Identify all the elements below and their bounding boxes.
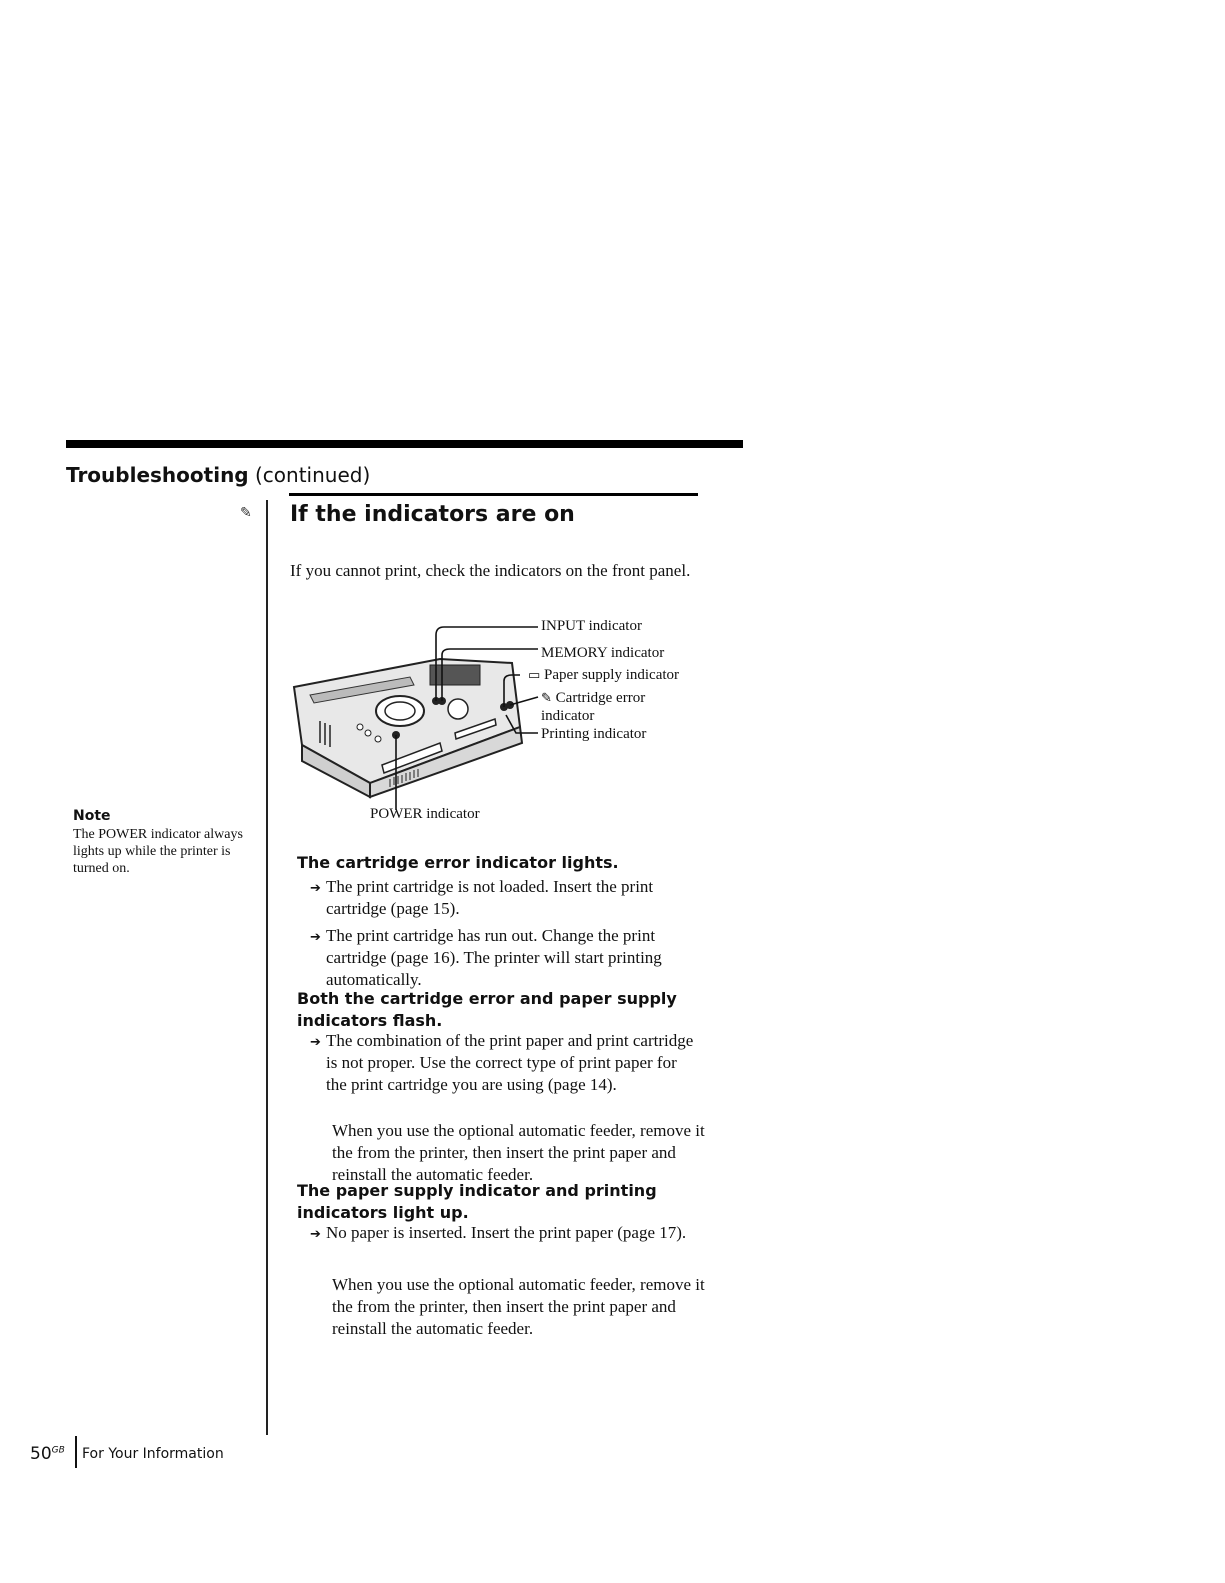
subheading-paper-printing: The paper supply indicator and printing indicators light up.: [297, 1181, 657, 1222]
label-power-indicator: POWER indicator: [370, 806, 480, 822]
list-item: ➔ The print cartridge has run out. Change the print cartridge (page 16). The printer will start printing automatically.: [310, 926, 662, 989]
page-heading: If the indicators are on: [290, 502, 575, 527]
section-continued: (continued): [254, 463, 371, 487]
subheading-cartridge-error: The cartridge error indicator lights.: [297, 853, 619, 872]
list-item: ➔ No paper is inserted. Insert the print paper (page 17).: [310, 1222, 705, 1246]
note-title: Note: [73, 808, 111, 824]
feeder-paragraph: When you use the optional automatic feeder, remove it the from the printer, then insert the print paper and reinstall the automatic feeder.: [332, 1275, 705, 1338]
label-cartridge-error-row: [541, 690, 645, 707]
footer-label: For Your Information: [82, 1446, 224, 1462]
label-memory-indicator: MEMORY indicator: [541, 645, 665, 661]
footer-divider: [75, 1436, 77, 1468]
section-title: [66, 463, 370, 487]
arrow-icon: ➔: [310, 881, 321, 896]
intro-text: If you cannot print, check the indicators on the front panel.: [290, 561, 691, 580]
label-paper-supply-indicator: Paper supply indicator: [544, 667, 680, 683]
page-number: $50^{GB}$: [30, 1444, 65, 1464]
pen-mark-icon: ✎: [240, 506, 252, 521]
subheading-both-flash: Both the cartridge error and paper supply indicators flash.: [297, 989, 677, 1030]
arrow-icon: ➔: [310, 1227, 321, 1242]
label-paper-supply-row: [528, 667, 679, 684]
heading-rule: [289, 493, 698, 496]
label-input-indicator: INPUT indicator: [541, 618, 642, 634]
paper-supply-icon: ▭: [528, 667, 541, 682]
label-cartridge-error-line2: indicator: [541, 708, 595, 724]
label-printing-indicator: Printing indicator: [541, 726, 647, 742]
list-item: ➔ The print cartridge is not loaded. Insert the print cartridge (page 15).: [310, 877, 654, 918]
cartridge-error-icon: ✎: [541, 690, 552, 705]
note-text: The POWER indicator always lights up while the printer is turned on.: [73, 827, 243, 876]
column-divider: [266, 500, 268, 1435]
arrow-icon: ➔: [310, 1035, 321, 1050]
arrow-icon: ➔: [310, 930, 321, 945]
feeder-paragraph: When you use the optional automatic feeder, remove it the from the printer, then insert the print paper and reinstall the automatic feeder.: [332, 1121, 705, 1184]
note-block: [73, 808, 258, 877]
top-rule: [66, 440, 743, 448]
printer-figure: [290, 615, 730, 830]
list-item: ➔ The combination of the print paper and print cartridge is not proper. Use the correct type of print paper for the print cartridge you are using (page 14).: [310, 1031, 694, 1094]
section-title-text: Troubleshooting: [66, 463, 249, 487]
label-cartridge-error-line1: Cartridge error: [555, 690, 646, 706]
